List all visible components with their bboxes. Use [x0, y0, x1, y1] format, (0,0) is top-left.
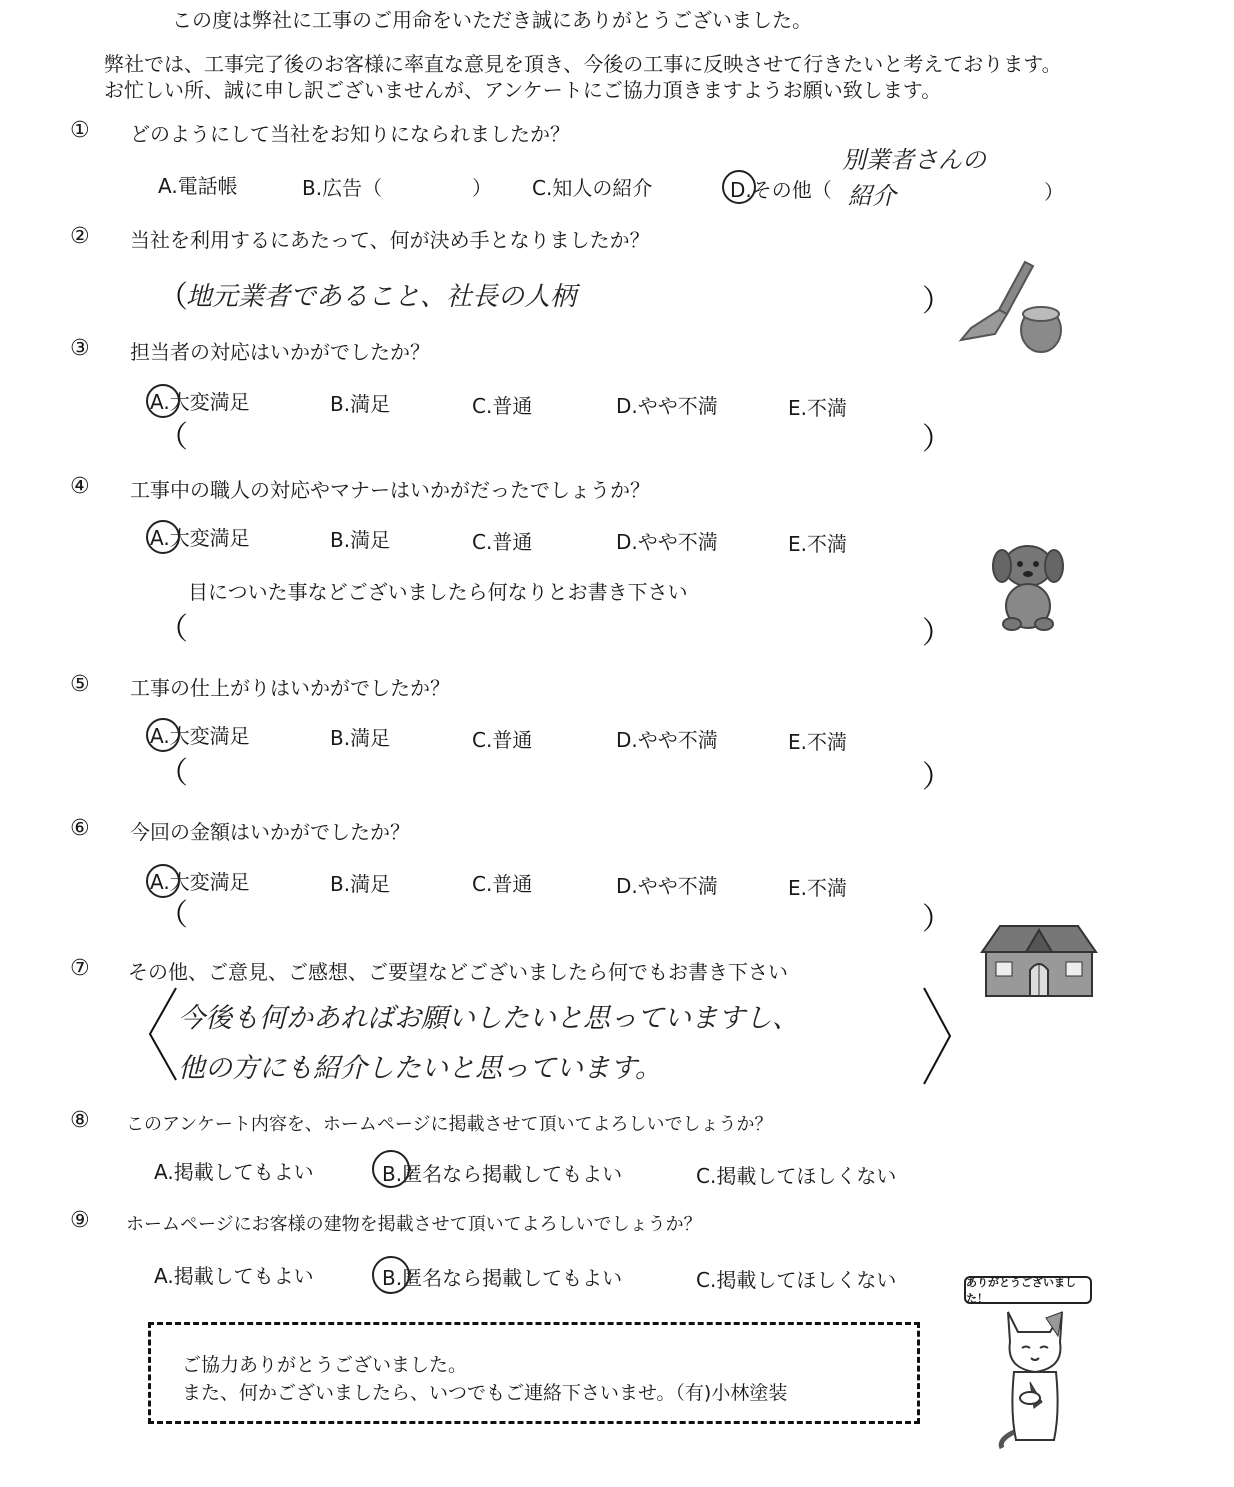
q8-question: このアンケート内容を、ホームページに掲載させて頂いてよろしいでしょうか？: [126, 1114, 773, 1135]
q3-close-paren: ）: [922, 422, 952, 457]
q1-number: ①: [70, 118, 90, 143]
q3-question: 担当者の対応はいかがでしたか？: [130, 340, 430, 364]
q4-option-d[interactable]: D.やや不満: [616, 530, 718, 554]
q9-option-c[interactable]: C.掲載してほしくない: [696, 1268, 897, 1292]
thank-you-line-1: ご協力ありがとうございました。: [182, 1354, 468, 1376]
intro-line-2: 弊社では、工事完了後のお客様に率直な意見を頂き、今後の工事に反映させて行きたいと考えております。: [104, 52, 1062, 76]
q9-question: ホームページにお客様の建物を掲載させて頂いてよろしいでしょうか？: [126, 1214, 702, 1235]
q1-option-a[interactable]: A.電話帳: [158, 174, 238, 198]
cat-icon: [990, 1302, 1080, 1452]
q4-number: ④: [70, 474, 90, 499]
q7-question: その他、ご意見、ご感想、ご要望などございましたら何でもお書き下さい: [128, 960, 788, 984]
q5-option-c[interactable]: C.普通: [472, 728, 533, 752]
q5-selection-circle: [146, 718, 180, 752]
q3-option-e[interactable]: E.不満: [788, 396, 847, 420]
q1-option-b[interactable]: B.広告（: [302, 176, 383, 200]
intro-line-1: この度は弊社に工事のご用命をいただき誠にありがとうございました。: [172, 8, 812, 32]
q9-number: ⑨: [70, 1208, 90, 1233]
q1-option-d-close: ）: [1044, 180, 1064, 204]
q8-option-b[interactable]: B.匿名なら掲載してもよい: [382, 1162, 623, 1186]
q7-number: ⑦: [70, 956, 90, 981]
cat-speech-bubble: ありがとうございました！: [964, 1276, 1092, 1304]
q9-selection-circle: [372, 1256, 410, 1294]
q5-question: 工事の仕上がりはいかがでしたか？: [130, 676, 450, 700]
q4-option-a[interactable]: A.大変満足: [150, 526, 250, 550]
q2-number: ②: [70, 224, 90, 249]
q6-option-a[interactable]: A.大変満足: [150, 870, 250, 894]
q4-close-paren: ）: [922, 616, 952, 651]
q2-handwritten-answer: 地元業者であること、社長の人柄: [186, 282, 577, 312]
q5-option-d[interactable]: D.やや不満: [616, 728, 718, 752]
q4-option-e[interactable]: E.不満: [788, 532, 847, 556]
q6-question: 今回の金額はいかがでしたか？: [130, 820, 410, 844]
q9-option-a[interactable]: A.掲載してもよい: [154, 1264, 314, 1288]
q3-number: ③: [70, 336, 90, 361]
q7-close-bracket: [920, 984, 954, 1088]
q4-selection-circle: [146, 520, 180, 554]
q4-question: 工事中の職人の対応やマナーはいかがだったでしょうか？: [130, 478, 650, 502]
q1-option-b-close: ）: [472, 176, 492, 200]
q6-open-paren: （: [158, 898, 188, 933]
q6-option-b[interactable]: B.満足: [330, 872, 391, 896]
q1-option-d[interactable]: D.その他（: [730, 178, 832, 202]
q8-option-a[interactable]: A.掲載してもよい: [154, 1160, 314, 1184]
q1-option-c[interactable]: C.知人の紹介: [532, 176, 653, 200]
q6-number: ⑥: [70, 816, 90, 841]
q6-option-c[interactable]: C.普通: [472, 872, 533, 896]
q4-open-paren: （: [158, 612, 188, 647]
q7-handwritten-answer-1: 今後も何かあればお願いしたいと思っていますし、: [178, 1003, 799, 1034]
q9-option-b[interactable]: B.匿名なら掲載してもよい: [382, 1266, 623, 1290]
q5-number: ⑤: [70, 672, 90, 697]
q8-selection-circle: [372, 1150, 410, 1188]
q4-comment-prompt: 目についた事などございましたら何なりとお書き下さい: [188, 580, 688, 604]
q2-close-paren: ）: [922, 284, 952, 319]
q5-open-paren: （: [158, 756, 188, 791]
q3-option-b[interactable]: B.満足: [330, 392, 391, 416]
q1-selection-circle: [722, 170, 756, 204]
q6-close-paren: ）: [922, 902, 952, 937]
q6-option-d[interactable]: D.やや不満: [616, 874, 718, 898]
dog-icon: [990, 540, 1066, 632]
q1-question: どのようにして当社をお知りになられましたか？: [130, 122, 570, 146]
q4-option-b[interactable]: B.満足: [330, 528, 391, 552]
q5-option-a[interactable]: A.大変満足: [150, 724, 250, 748]
house-icon: [976, 916, 1102, 1000]
q6-option-e[interactable]: E.不満: [788, 876, 847, 900]
q3-option-a[interactable]: A.大変満足: [150, 390, 250, 414]
q1-handwritten-answer-2: 紹介: [848, 182, 896, 210]
q8-number: ⑧: [70, 1108, 90, 1133]
q2-open-paren: （: [158, 280, 188, 315]
paint-brush-icon: [955, 258, 1065, 358]
q5-option-b[interactable]: B.満足: [330, 726, 391, 750]
q4-option-c[interactable]: C.普通: [472, 530, 533, 554]
q5-option-e[interactable]: E.不満: [788, 730, 847, 754]
intro-line-3: お忙しい所、誠に申し訳ございませんが、アンケートにご協力頂きますようお願い致します。: [104, 78, 942, 102]
thank-you-line-2: また、何かございましたら、いつでもご連絡下さいませ。（有)小林塗装: [182, 1382, 788, 1404]
q1-handwritten-answer-1: 別業者さんの: [842, 146, 986, 174]
q3-option-d[interactable]: D.やや不満: [616, 394, 718, 418]
q3-option-c[interactable]: C.普通: [472, 394, 533, 418]
q7-open-bracket: [146, 984, 180, 1084]
q8-option-c[interactable]: C.掲載してほしくない: [696, 1164, 897, 1188]
q3-open-paren: （: [158, 420, 188, 455]
q7-handwritten-answer-2: 他の方にも紹介したいと思っています。: [178, 1053, 662, 1084]
q5-close-paren: ）: [922, 760, 952, 795]
q2-question: 当社を利用するにあたって、何が決め手となりましたか？: [130, 228, 650, 252]
